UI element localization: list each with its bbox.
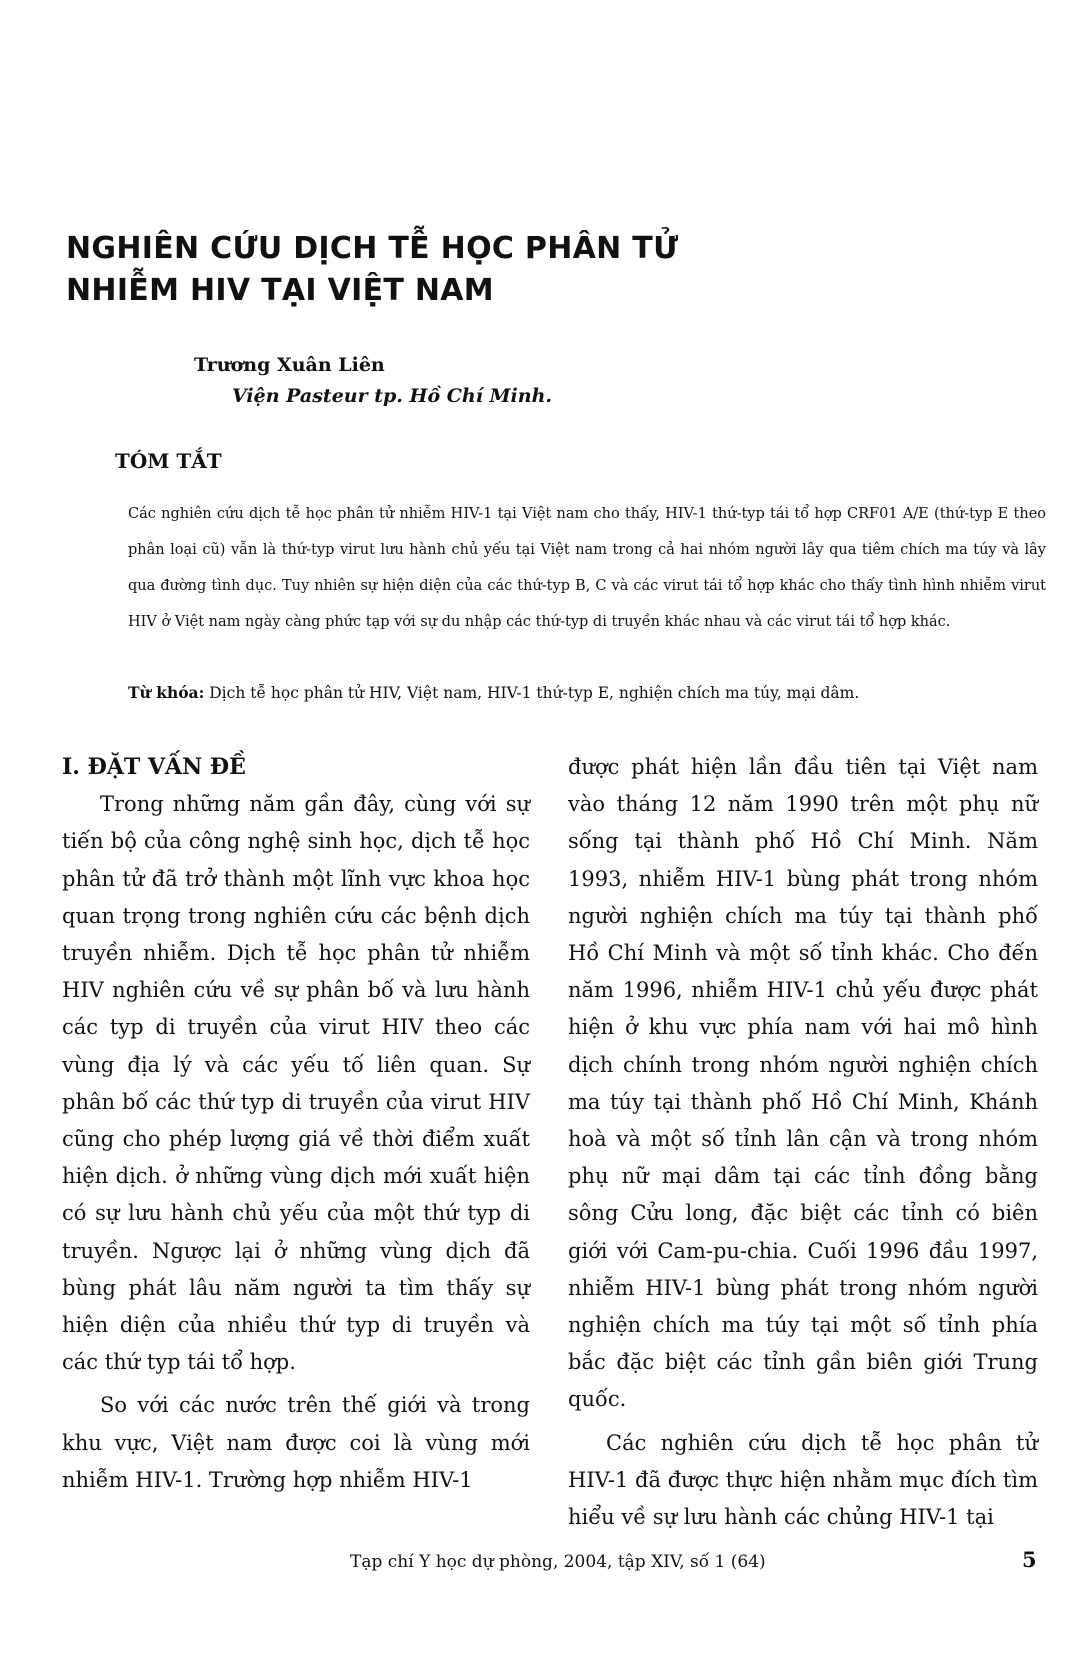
abstract-heading: TÓM TẮT: [115, 449, 222, 473]
section-paragraph-3: Các nghiên cứu dịch tễ học phân tử HIV-1 đã được thực hiện nhằm mục đích tìm hiểu về sự lưu hành các chủng HIV-1 tại: [568, 1430, 1038, 1530]
page-number: 5: [1022, 1547, 1037, 1572]
section-paragraph-2: So với các nước trên thế giới và trong khu vực, Việt nam được coi là vùng mới nhiễm HIV-1. Trường hợp nhiễm HIV-1: [62, 1393, 530, 1492]
keywords-text: Dịch tễ học phân tử HIV, Việt nam, HIV-1 thứ-typ E, nghiện chích ma túy, mại dâm.: [209, 684, 860, 702]
journal-citation: Tạp chí Y học dự phòng, 2004, tập XIV, số 1 (64): [350, 1552, 766, 1572]
section-paragraph-1: Trong những năm gần đây, cùng với sự tiến bộ của công nghệ sinh học, dịch tễ học phân tử đã trở thành một lĩnh vực khoa học quan trọng trong nghiên cứu các bệnh dịch truyền nhiễm. Dịch tễ học phân tử nhiễm HIV nghiên cứu về sự phân bố và lưu hành các typ di truyền của virut HIV theo các vùng địa lý và các yếu tố liên quan. Sự phân bố các thứ typ di truyền của virut HIV cũng cho phép lượng giá về thời điểm xuất hiện dịch. ở những vùng dịch mới xuất hiện có sự lưu hành chủ yếu của một thứ typ di truyền. Ngược lại ở những vùng dịch đã bùng phát lâu năm người ta tìm thấy sự hiện diện của nhiều thứ typ di truyền và các thứ typ tái tổ hợp.: [62, 792, 530, 1375]
column-left: [62, 749, 530, 1505]
author-name: Trương Xuân Liên: [194, 354, 385, 376]
abstract-body: [128, 496, 1046, 640]
title-line-2: NHIỄM HIV TẠI VIỆT NAM: [66, 273, 494, 308]
column-right: [568, 749, 1038, 1542]
abstract-text: Các nghiên cứu dịch tễ học phân tử nhiễm HIV-1 tại Việt nam cho thấy, HIV-1 thứ-typ tái tổ hợp CRF01 A/E (thứ-typ E theo phân loại cũ) vẫn là thứ-typ virut lưu hành chủ yếu tại Việt nam trong cả hai nhóm người lây qua tiêm chích ma túy và lây qua đường tình dục. Tuy nhiên sự hiện diện của các thứ-typ B, C và các virut tái tổ hợp khác cho thấy tình hình nhiễm virut HIV ở Việt nam ngày càng phức tạp với sự du nhập các thứ-typ di truyền khác nhau và các virut tái tổ hợp khác.: [128, 506, 1046, 630]
section-paragraph-2-continued: được phát hiện lần đầu tiên tại Việt nam vào tháng 12 năm 1990 trên một phụ nữ sống tại thành phố Hồ Chí Minh. Năm 1993, nhiễm HIV-1 bùng phát trong nhóm người nghiện chích ma túy tại thành phố Hồ Chí Minh và một số tỉnh khác. Cho đến năm 1996, nhiễm HIV-1 chủ yếu được phát hiện ở khu vực phía nam với hai mô hình dịch chính trong nhóm người nghiện chích ma túy tại thành phố Hồ Chí Minh, Khánh hoà và một số tỉnh lân cận và trong nhóm phụ nữ mại dâm tại các tỉnh đồng bằng sông Cửu long, đặc biệt các tỉnh có biên giới với Cam-pu-chia. Cuối 1996 đầu 1997, nhiễm HIV-1 bùng phát trong nhóm người nghiện chích ma túy tại một số tỉnh phía bắc đặc biệt các tỉnh gần biên giới Trung quốc.: [568, 755, 1038, 1412]
paper-title: [66, 228, 966, 312]
keywords-label: Từ khóa:: [128, 683, 205, 702]
title-line-1: NGHIÊN CỨU DỊCH TỄ HỌC PHÂN TỬ: [66, 231, 679, 266]
section-heading: I. ĐẶT VẤN ĐỀ: [62, 754, 246, 780]
author-affiliation: Viện Pasteur tp. Hồ Chí Minh.: [232, 385, 553, 407]
keywords-line: [128, 675, 1046, 711]
